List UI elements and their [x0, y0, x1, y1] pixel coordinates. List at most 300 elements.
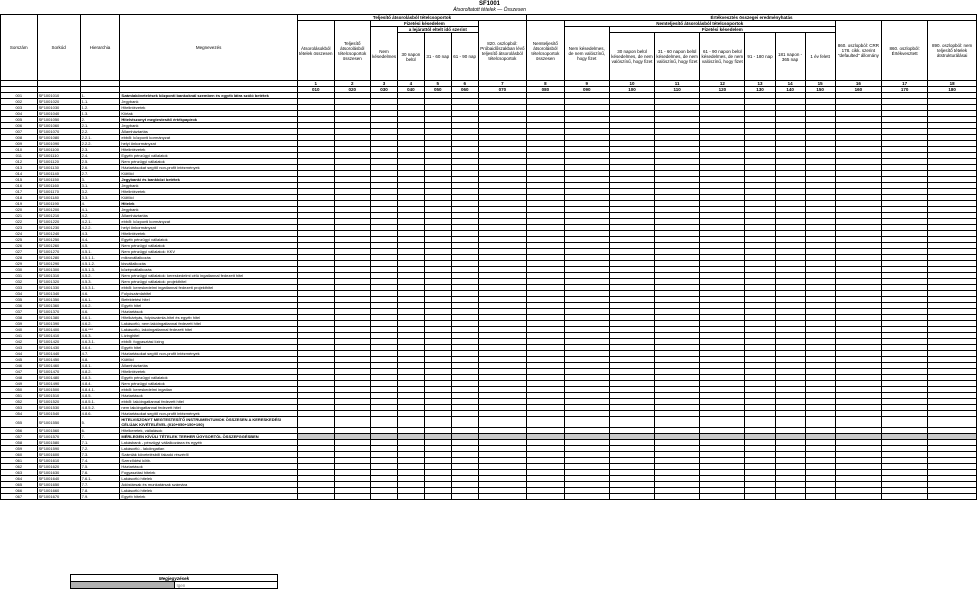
column-code: 070: [478, 87, 526, 93]
row-sorszam: 024: [1, 231, 38, 237]
row-megnevezes: Nem pénzügyi vállalatok: KKV: [120, 249, 298, 255]
row-sorkod: SF1001020: [37, 99, 80, 105]
row-sorszam: 023: [1, 225, 38, 231]
notes-title: Megjegyzések: [71, 575, 278, 582]
column-number: 13: [745, 81, 775, 87]
row-megnevezes: Kiírtak: [120, 111, 298, 117]
row-sorszam: 030: [1, 267, 38, 273]
row-sorkod: SF1001320: [37, 279, 80, 285]
row-megnevezes: Hitelintézetek: [120, 105, 298, 111]
col-teljesito: Teljesítő átsorolásból tételcsoportok összesen: [334, 21, 371, 81]
row-sorkod: SF1001300: [37, 267, 80, 273]
row-sorszam: 047: [1, 369, 38, 375]
column-code: 130: [745, 87, 775, 93]
row-sorkod: SF1001580: [37, 440, 80, 446]
row-megnevezes: Hitelintézetek: [120, 147, 298, 153]
data-cell[interactable]: [609, 417, 654, 428]
row-sorkod: SF1001140: [37, 171, 80, 177]
row-hierarchia: 5.: [80, 417, 120, 428]
row-hierarchia: 4.4.: [80, 237, 120, 243]
row-hierarchia: 4.8.5.1.: [80, 399, 120, 405]
data-cell[interactable]: [478, 417, 526, 428]
form-subtitle: Átsoroltatott tételek — Összesen: [453, 7, 526, 13]
row-sorszam: 056: [1, 428, 38, 434]
data-cell[interactable]: [745, 494, 775, 500]
row-sorszam: 042: [1, 339, 38, 345]
col-nem-kesedelmes: Nem késedelmes: [371, 27, 398, 81]
row-hierarchia: 2.4.: [80, 153, 120, 159]
row-sorszam: 027: [1, 249, 38, 255]
row-megnevezes: Lakáscélú - lakóingatlan: [120, 446, 298, 452]
data-cell[interactable]: [371, 494, 398, 500]
row-sorszam: 004: [1, 111, 38, 117]
col-sorkod: Sorkód: [37, 15, 80, 81]
row-hierarchia: 4.5.: [80, 243, 120, 249]
row-sorszam: 052: [1, 399, 38, 405]
row-hierarchia: 4.6.: [80, 309, 120, 315]
row-megnevezes: Adóstársak és munkatársak számára: [120, 482, 298, 488]
row-megnevezes: Jegybanki és bankközi betétek: [120, 177, 298, 183]
row-sorkod: SF1001390: [37, 321, 80, 327]
row-megnevezes: Nem pénzügyi vállalatok: [120, 159, 298, 165]
row-hierarchia: 7.7.: [80, 482, 120, 488]
row-megnevezes: Lakáscélú hitelek: [120, 476, 298, 482]
row-sorkod: SF1001650: [37, 482, 80, 488]
row-sorkod: SF1001250: [37, 237, 80, 243]
row-sorszam: 051: [1, 393, 38, 399]
row-sorkod: SF1001470: [37, 369, 80, 375]
row-sorkod: SF1001060: [37, 123, 80, 129]
row-hierarchia: 3.1.: [80, 183, 120, 189]
row-hierarchia: 7.6.: [80, 470, 120, 476]
row-megnevezes: ebből: kereskedelmi ingatlannal fedezett projekthitel: [120, 285, 298, 291]
col-nem-kesedelmes2: Nem késedelmes, de nem valószínű, hogy fizet: [564, 27, 609, 81]
row-sorszam: 060: [1, 452, 38, 458]
row-megnevezes: Befektetési hitel: [120, 297, 298, 303]
row-sorkod: SF1001100: [37, 147, 80, 153]
row-hierarchia: 2.2.2.: [80, 141, 120, 147]
data-cell[interactable]: [424, 494, 451, 500]
col-91-180: 91 - 180 nap: [745, 33, 775, 81]
row-hierarchia: 7.: [80, 434, 120, 440]
row-sorkod: SF1001370: [37, 309, 80, 315]
row-hierarchia: 7.9.: [80, 494, 120, 500]
row-sorkod: SF1001530: [37, 405, 80, 411]
col-1ev: 1 év felett: [805, 33, 835, 81]
row-sorkod: SF1001160: [37, 183, 80, 189]
row-sorszam: 041: [1, 333, 38, 339]
column-code: 140: [775, 87, 805, 93]
row-sorkod: SF1001290: [37, 261, 80, 267]
row-sorkod: SF1001310: [37, 273, 80, 279]
title-block: [0, 1, 979, 13]
row-hierarchia: 3.3.: [80, 195, 120, 201]
column-number: 12: [700, 81, 745, 87]
row-sorkod: SF1001240: [37, 231, 80, 237]
data-cell[interactable]: [745, 417, 775, 428]
row-megnevezes: Számlakövetelések központi bankoknál szemben és egyéb látra szóló betétek: [120, 93, 298, 99]
row-sorszam: 008: [1, 135, 38, 141]
data-cell[interactable]: [700, 494, 745, 500]
row-megnevezes: helyi önkormányzat: [120, 141, 298, 147]
data-cell[interactable]: [478, 494, 526, 500]
row-sorkod: SF1001210: [37, 213, 80, 219]
row-sorszam: 026: [1, 243, 38, 249]
row-megnevezes: Egyéb pénzügyi vállalatok: [120, 153, 298, 159]
data-cell[interactable]: [371, 417, 398, 428]
row-sorszam: 061: [1, 458, 38, 464]
row-megnevezes: Államháztartás: [120, 129, 298, 135]
row-hierarchia: 4.8.4.: [80, 381, 120, 387]
row-megnevezes: Nem pénzügyi vállalatok: [120, 381, 298, 387]
row-megnevezes: Háztartások: [120, 393, 298, 399]
column-code: 160: [835, 87, 881, 93]
data-cell[interactable]: [424, 417, 451, 428]
row-sorkod: SF1001040: [37, 111, 80, 117]
row-sorszam: 063: [1, 470, 38, 476]
row-hierarchia: 7.1.: [80, 440, 120, 446]
row-sorszam: 062: [1, 464, 38, 470]
row-megnevezes: Lakáscélú, nem lakóingatlannal fedezett hitel: [120, 321, 298, 327]
row-hierarchia: 3.: [80, 177, 120, 183]
row-hierarchia: 7.5.: [80, 464, 120, 470]
row-sorkod: SF1001280: [37, 255, 80, 261]
column-number: 9: [564, 81, 609, 87]
row-megnevezes: Háztartásokat segítő non-profit intézmények: [120, 165, 298, 171]
data-cell[interactable]: [334, 494, 371, 500]
row-hierarchia: 4.5.1.3.: [80, 267, 120, 273]
col-860b: 860. oszlopból: Értékvesztett: [881, 21, 927, 81]
row-hierarchia: 2.3.: [80, 147, 120, 153]
data-cell[interactable]: [928, 494, 977, 500]
row-sorkod: SF1001660: [37, 488, 80, 494]
row-sorkod: SF1001560: [37, 428, 80, 434]
row-sorszam: 007: [1, 129, 38, 135]
row-megnevezes: Lízinghitel: [120, 333, 298, 339]
row-megnevezes: helyi önkormányzat: [120, 225, 298, 231]
row-sorszam: 028: [1, 255, 38, 261]
row-sorszam: 043: [1, 345, 38, 351]
row-megnevezes: Lakásbank - pénzügyi vállalkozásra és egyéb: [120, 440, 298, 446]
notes-gray-cell: [71, 582, 175, 589]
row-megnevezes: Hitelintézetek: [120, 369, 298, 375]
data-cell[interactable]: [881, 494, 927, 500]
row-hierarchia: 4.5.3.1.: [80, 285, 120, 291]
row-sorszam: 005: [1, 117, 38, 123]
row-megnevezes: Jegybank: [120, 183, 298, 189]
row-megnevezes: ebből: lakóingatlannal fedezett hitel: [120, 399, 298, 405]
data-cell[interactable]: [527, 494, 565, 500]
row-hierarchia: 4.8.3.: [80, 375, 120, 381]
row-hierarchia: 3.2.: [80, 189, 120, 195]
data-cell[interactable]: [297, 417, 334, 428]
row-hierarchia: 4.8.2.: [80, 369, 120, 375]
row-sorszam: 010: [1, 147, 38, 153]
row-sorkod: SF1001080: [37, 135, 80, 141]
row-sorkod: SF1001090: [37, 141, 80, 147]
row-sorkod: SF1001520: [37, 399, 80, 405]
row-hierarchia: 2.2.1.: [80, 135, 120, 141]
row-hierarchia: 4.3.: [80, 231, 120, 237]
data-cell[interactable]: [655, 417, 700, 428]
column-number: 3: [371, 81, 398, 87]
column-code: 080: [527, 87, 565, 93]
row-hierarchia: 4.5.3.: [80, 279, 120, 285]
col-31-60: 31 - 60 nap: [424, 33, 451, 81]
row-megnevezes: Hitelkeretek, vállalások: [120, 428, 298, 434]
column-code: 150: [805, 87, 835, 93]
row-sorszam: 058: [1, 440, 38, 446]
notes-table: [70, 574, 278, 589]
row-hierarchia: 4.8.4.1.: [80, 387, 120, 393]
row-hierarchia: 4.8.6.: [80, 411, 120, 417]
row-megnevezes: nem lakóingatlannal fedezett hitel: [120, 405, 298, 411]
row-hierarchia: 4.8.5.: [80, 393, 120, 399]
row-sorkod: SF1001350: [37, 297, 80, 303]
data-cell[interactable]: [835, 417, 881, 428]
row-sorkod: SF1001110: [37, 153, 80, 159]
row-hierarchia: 4.6.1.: [80, 297, 120, 303]
data-cell[interactable]: [928, 417, 977, 428]
column-number: 17: [881, 81, 927, 87]
row-sorkod: SF1001620: [37, 464, 80, 470]
row-megnevezes: Jegybank: [120, 123, 298, 129]
row-sorszam: 019: [1, 201, 38, 207]
data-cell[interactable]: [297, 494, 334, 500]
column-number: 1: [297, 81, 334, 87]
report-table: [0, 14, 977, 500]
row-sorszam: 067: [1, 494, 38, 500]
row-hierarchia: 4.8.5.2.: [80, 405, 120, 411]
row-sorkod: SF1001490: [37, 381, 80, 387]
row-megnevezes: Hitelintézetek: [120, 231, 298, 237]
row-sorkod: SF1001450: [37, 357, 80, 363]
row-megnevezes: Folyószámlahitel: [120, 291, 298, 297]
row-sorszam: 032: [1, 279, 38, 285]
row-sorkod: SF1001600: [37, 452, 80, 458]
row-hierarchia: 4.6.3.1.: [80, 339, 120, 345]
row-megnevezes: Szerződési kötb.: [120, 458, 298, 464]
row-sorkod: SF1001430: [37, 345, 80, 351]
row-hierarchia: 4.1.: [80, 207, 120, 213]
row-hierarchia: 4.5.1.2.: [80, 261, 120, 267]
col-sorszam: Sorszám: [1, 15, 38, 81]
group-fizetesi-kesedelem: Fizetési késedelem: [371, 21, 479, 27]
col-hierarchia: Hierarchia: [80, 15, 120, 81]
row-sorkod: SF1001570: [37, 434, 80, 440]
row-megnevezes: Nem pénzügyi vállalatok: projekthitel: [120, 279, 298, 285]
data-cell[interactable]: [835, 494, 881, 500]
row-sorszam: 034: [1, 291, 38, 297]
row-hierarchia: 4.2.2.: [80, 225, 120, 231]
row-sorszam: 016: [1, 183, 38, 189]
row-hierarchia: 4.8.1.: [80, 363, 120, 369]
table-row: [1, 417, 977, 428]
row-megnevezes: Lakáscélú, lakóingatlannal fedezett hitel: [120, 327, 298, 333]
row-megnevezes: Fogyasztási hitelek: [120, 470, 298, 476]
data-cell[interactable]: [334, 417, 371, 428]
group-fizetesi-kesedelem2: Fizetési késedelem: [609, 27, 835, 33]
data-cell[interactable]: [397, 417, 424, 428]
data-cell[interactable]: [775, 417, 805, 428]
row-sorszam: 036: [1, 303, 38, 309]
row-sorkod: SF1001500: [37, 387, 80, 393]
column-code: 030: [371, 87, 398, 93]
data-cell[interactable]: [451, 494, 478, 500]
row-hierarchia: 4.6.2.: [80, 321, 120, 327]
row-megnevezes: kisvállalkozás: [120, 261, 298, 267]
row-megnevezes: Jegybank: [120, 207, 298, 213]
row-hierarchia: 7.3.: [80, 452, 120, 458]
row-megnevezes: Külföld: [120, 195, 298, 201]
group-ertekvesztes: Értékvesztés összegei eredményhatás: [527, 15, 977, 21]
group-teljesito: Teljesítő átsorolásból tételcsoportok: [297, 15, 526, 21]
column-code: 040: [397, 87, 424, 93]
row-hierarchia: 4.5.2.: [80, 273, 120, 279]
col-megnevezes: Megnevezés: [120, 15, 298, 81]
row-sorszam: 053: [1, 405, 38, 411]
col-890: 890. oszlopból: nem teljesítő tételek átstrukturálásai: [928, 21, 977, 81]
col-181-365: 181 napon - 365 nap: [775, 33, 805, 81]
row-sorszam: 017: [1, 189, 38, 195]
row-sorszam: 046: [1, 363, 38, 369]
data-cell[interactable]: [655, 494, 700, 500]
col-n61-90: 61 - 90 napon belül késedelmes, de nem valószínű, hogy fizet: [700, 33, 745, 81]
row-sorkod: SF1001540: [37, 411, 80, 417]
row-hierarchia: 6.: [80, 428, 120, 434]
column-code: 010: [297, 87, 334, 93]
row-sorkod: SF1001120: [37, 159, 80, 165]
row-sorkod: SF1001420: [37, 339, 80, 345]
row-sorkod: SF1001670: [37, 494, 80, 500]
data-cell[interactable]: [397, 494, 424, 500]
row-megnevezes: Hitelek: [120, 201, 298, 207]
row-sorszam: 057: [1, 434, 38, 440]
group-lejarat: a lejárattól eltelt idő szerint: [397, 27, 478, 33]
column-number: 4: [397, 81, 424, 87]
row-megnevezes: ebből: központi kormányzat: [120, 219, 298, 225]
row-megnevezes: Nem pénzügyi vállalatok: [120, 243, 298, 249]
row-hierarchia: 4.2.: [80, 213, 120, 219]
data-cell[interactable]: [527, 417, 565, 428]
column-number: 15: [805, 81, 835, 87]
row-sorszam: 025: [1, 237, 38, 243]
column-number: 2: [334, 81, 371, 87]
row-hierarchia: 2.6.: [80, 165, 120, 171]
row-sorszam: 009: [1, 141, 38, 147]
table-row: [1, 494, 977, 500]
row-megnevezes: Államháztartás: [120, 213, 298, 219]
row-megnevezes: Háztartások: [120, 464, 298, 470]
col-nemteljesito: Nemteljesítő átsorolásból tételcsoportok összesen: [527, 21, 565, 81]
row-sorszam: 048: [1, 375, 38, 381]
data-cell[interactable]: [805, 494, 835, 500]
row-sorkod: SF1001260: [37, 243, 80, 249]
row-sorszam: 038: [1, 315, 38, 321]
row-megnevezes: középvállalkozás: [120, 267, 298, 273]
row-sorkod: SF1001010: [37, 93, 80, 99]
row-sorszam: 044: [1, 351, 38, 357]
row-sorkod: SF1001510: [37, 393, 80, 399]
row-megnevezes: Számlák követelésből fakadó részéről: [120, 452, 298, 458]
row-sorkod: SF1001340: [37, 291, 80, 297]
row-sorszam: 033: [1, 285, 38, 291]
row-sorkod: SF1001640: [37, 476, 80, 482]
row-hierarchia: 4.: [80, 201, 120, 207]
row-megnevezes: Egyéb hitel: [120, 303, 298, 309]
data-cell[interactable]: [881, 417, 927, 428]
col-n30: 30 napon belül késedelmes, de nem valószínű, hogy fizet: [609, 33, 654, 81]
row-hierarchia: 2.: [80, 117, 120, 123]
row-megnevezes: Háztartások: [120, 309, 298, 315]
column-code: 110: [655, 87, 700, 93]
row-sorszam: 015: [1, 177, 38, 183]
data-cell[interactable]: [805, 417, 835, 428]
column-code: 050: [424, 87, 451, 93]
row-hierarchia: 7.4.: [80, 458, 120, 464]
col-860: 860. oszlopból: CRR 178. cikk. szerint "defaulted" állomány: [835, 21, 881, 81]
data-cell[interactable]: [609, 494, 654, 500]
row-sorszam: 022: [1, 219, 38, 225]
col-n31-60: 31 - 60 napon belül késedelmes, de nem valószínű, hogy fizet: [655, 33, 700, 81]
row-megnevezes: Külföld: [120, 357, 298, 363]
row-sorszam: 029: [1, 261, 38, 267]
col-820: 820. oszlopból: Próbaidőszakban lévő teljesítő átsorolásból tételcsoportok: [478, 21, 526, 81]
column-code: 060: [451, 87, 478, 93]
row-megnevezes: Államháztartás: [120, 363, 298, 369]
row-sorszam: 012: [1, 159, 38, 165]
col-61-90: 61 - 90 nap: [451, 33, 478, 81]
data-cell[interactable]: [700, 417, 745, 428]
data-cell[interactable]: [775, 494, 805, 500]
row-megnevezes: Hitelintézetek: [120, 189, 298, 195]
column-number: 6: [451, 81, 478, 87]
row-sorszam: 014: [1, 171, 38, 177]
data-cell[interactable]: [564, 494, 609, 500]
data-cell[interactable]: [564, 417, 609, 428]
row-sorkod: SF1001180: [37, 195, 80, 201]
column-code: 120: [700, 87, 745, 93]
row-hierarchia: 1.1.: [80, 99, 120, 105]
row-megnevezes: MÉRLEGEN KÍVÜLI TÉTELEK TERHER ÜGYSORTÓL ÖSSZEFGGÉSBEN: [120, 434, 298, 440]
row-sorkod: SF1001270: [37, 249, 80, 255]
notes-value[interactable]: Igen: [174, 582, 278, 589]
form-title: SF1001: [478, 1, 500, 7]
row-megnevezes: Egyéb pénzügyi vállalatok: [120, 237, 298, 243]
row-megnevezes: Lakáscélú hitelek: [120, 488, 298, 494]
column-code: 100: [609, 87, 654, 93]
row-sorszam: 003: [1, 105, 38, 111]
row-megnevezes: ebből: fogyasztási lízing: [120, 339, 298, 345]
row-hierarchia: 7.6.1.: [80, 476, 120, 482]
row-megnevezes: ebből: központi kormányzat: [120, 135, 298, 141]
row-sorkod: SF1001220: [37, 219, 80, 225]
row-hierarchia: 4.6.***: [80, 327, 120, 333]
column-number: 16: [835, 81, 881, 87]
row-hierarchia: 4.6.3.: [80, 333, 120, 339]
data-cell[interactable]: [451, 417, 478, 428]
row-sorkod: SF1001170: [37, 189, 80, 195]
row-sorszam: 040: [1, 327, 38, 333]
row-sorszam: 021: [1, 213, 38, 219]
row-hierarchia: 1.3.: [80, 111, 120, 117]
col-30: 30 napon belül: [397, 33, 424, 81]
row-hierarchia: 4.6.2.: [80, 303, 120, 309]
row-megnevezes: Egyéb hitel: [120, 345, 298, 351]
column-code: 020: [334, 87, 371, 93]
row-sorkod: SF1001410: [37, 333, 80, 339]
row-sorszam: 045: [1, 357, 38, 363]
